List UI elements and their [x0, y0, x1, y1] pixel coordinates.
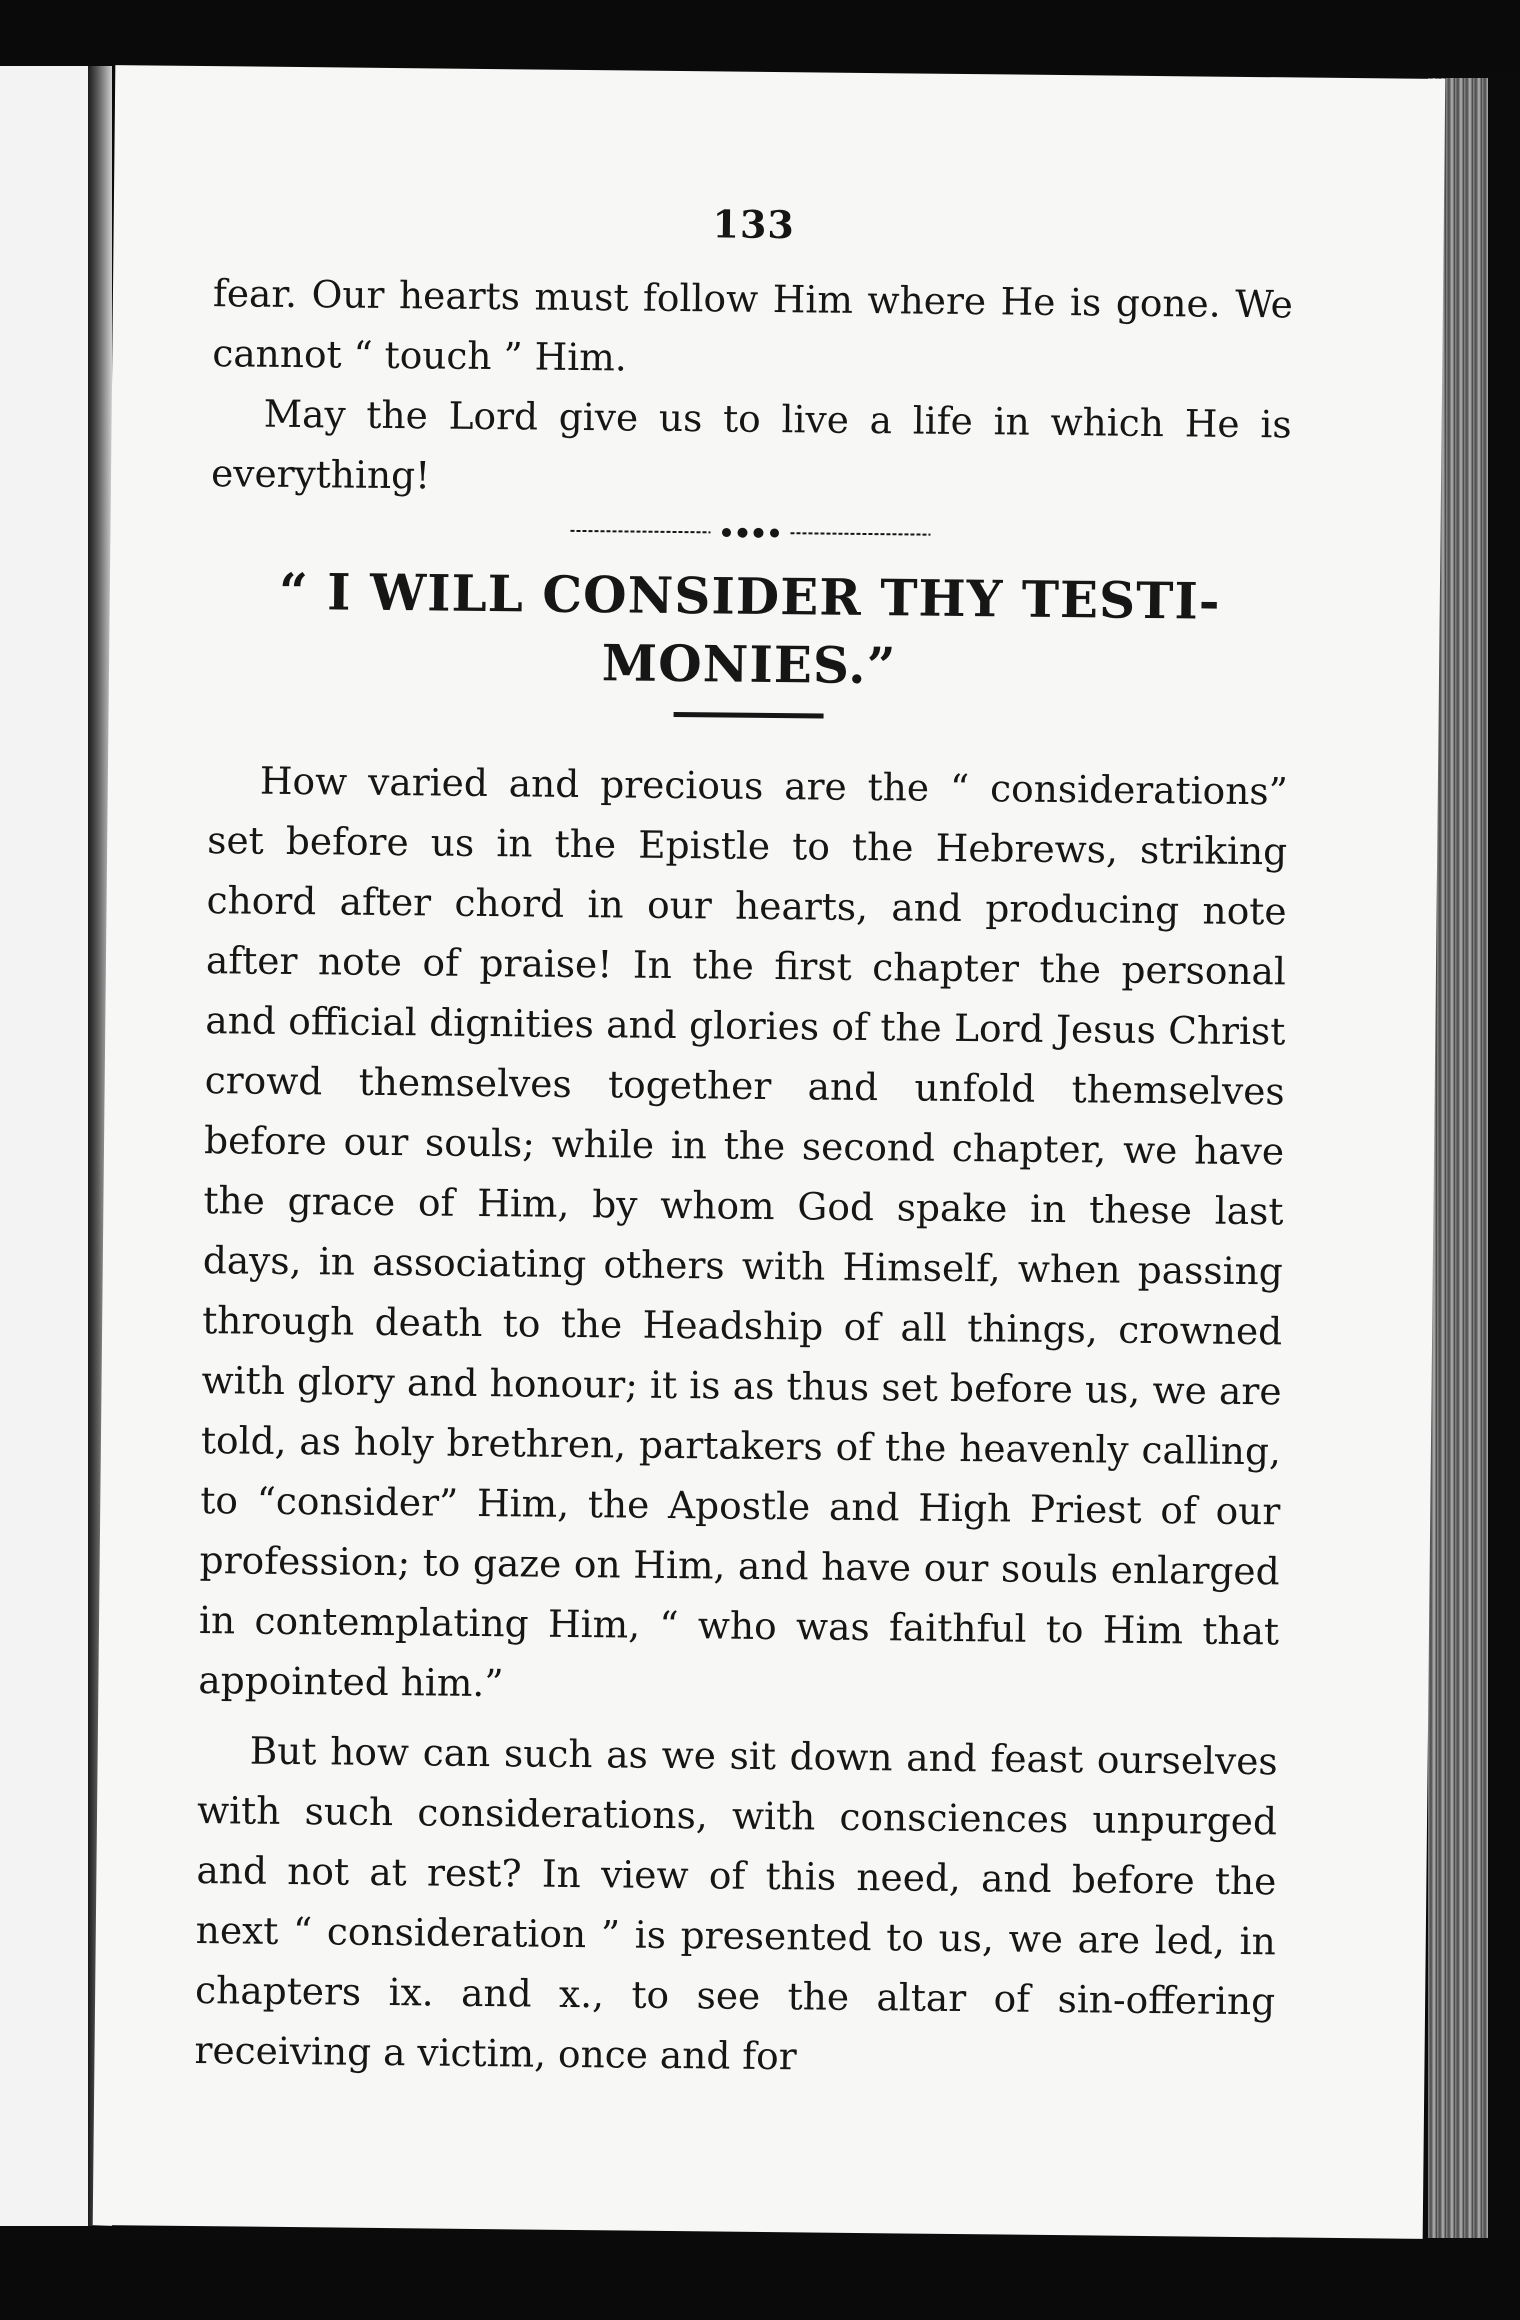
book-page: [93, 65, 1446, 2239]
paragraph-closing-prayer: May the Lord give us to live a life in which He is everything!: [210, 391, 1292, 498]
section-divider-ornament: [210, 517, 1290, 548]
paragraph-continued: fear. Our hearts must follow Him where He is gone. We cannot “ touch ” Him.: [212, 271, 1294, 380]
section-title: “ I WILL CONSIDER THY TESTI-MONIES.”: [278, 561, 1221, 696]
paragraph-considerations: How varied and precious are the “ considerations” set before us in the Epistle to the Hebrews, striking chord after chord in our hearts, and producing note after note of praise! In the first chapter the personal and official dignities and glories of the Lord Jesus Christ crowd themselves together and unfold themselves before our souls; while in the second chapter, we have the grace of Him, by whom God spake in these last days, in associating others with Himself, when passing through death to the Headship of all things, crowned with glory and honour; it is as thus set before us, we are told, as holy brethren, partakers of the heavenly calling, to “consider” Him, the Apostle and High Priest of our profession; to gaze on Him, and have our souls enlarged in contemplating Him, “ who was faithful to Him that appointed him.”: [198, 758, 1289, 1706]
scan-border-bottom: [0, 2240, 1520, 2320]
facing-page-edge: [0, 66, 102, 2226]
page-number: 133: [712, 201, 796, 248]
page-content: [194, 196, 1294, 2091]
scan-border-top: [0, 0, 1520, 72]
paragraph-feast: But how can such as we sit down and feast ourselves with such considerations, with consciences unpurged and not at rest? In view of this need, and before the next “ consideration ” is presented to us, we are led, in chapters ix. and x., to see the altar of sin-offering receiving a victim, once and for: [194, 1728, 1278, 2079]
divider-ornament-icon: [570, 521, 930, 545]
title-underline-rule: [674, 712, 824, 719]
